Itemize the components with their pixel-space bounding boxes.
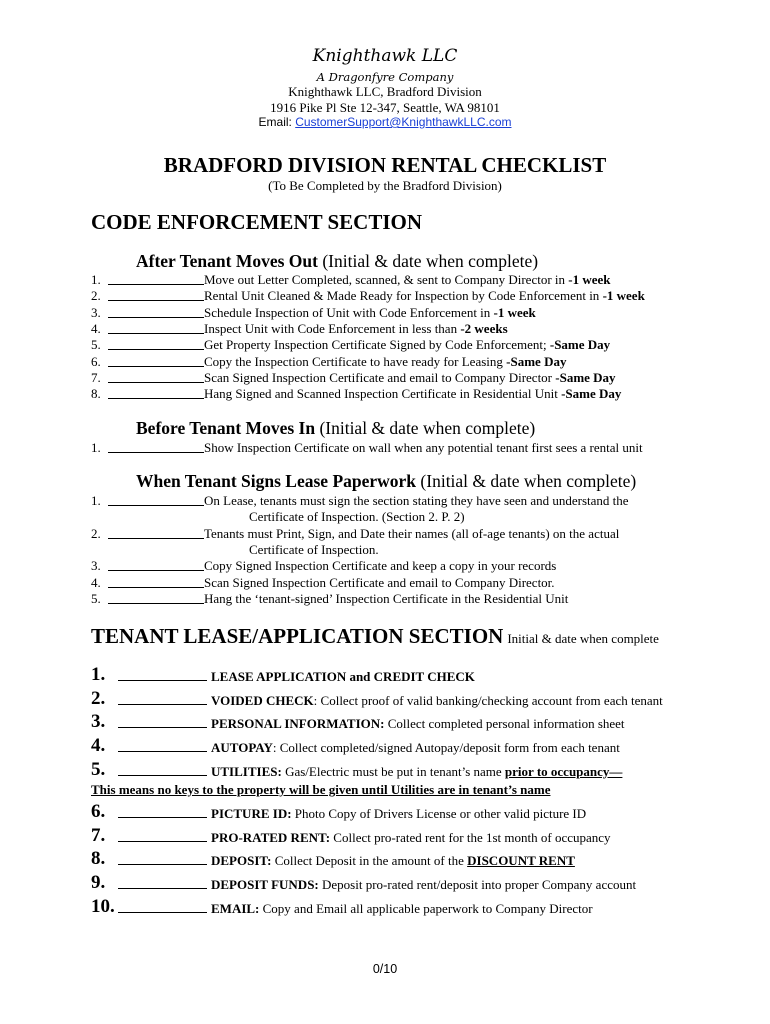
page-subtitle: (To Be Completed by the Bradford Division) <box>268 178 502 193</box>
division-line: Knighthawk LLC, Bradford Division <box>288 84 482 99</box>
item-number: 5. <box>91 337 101 353</box>
moves-in-heading-bold: Before Tenant Moves In <box>136 418 316 438</box>
initial-date-blank[interactable] <box>108 591 204 604</box>
item-number: 2. <box>91 288 101 304</box>
tenant-item-text <box>211 901 593 917</box>
item-text <box>204 526 619 542</box>
tenant-item-text <box>211 877 636 893</box>
item-deadline: -1 week <box>602 288 645 304</box>
item-description: On Lease, tenants must sign the section stating they have seen and understand the <box>204 493 629 508</box>
item-text <box>204 493 629 509</box>
initial-date-blank[interactable] <box>118 688 207 705</box>
item-text <box>204 386 621 402</box>
company-script-name: Knighthawk LLC <box>312 46 458 66</box>
tenant-item-label: PERSONAL INFORMATION: <box>211 716 385 731</box>
tenant-item-label: UTILITIES: <box>211 764 282 779</box>
tenant-item-description: : Collect completed/signed Autopay/deposit form from each tenant <box>272 740 620 755</box>
moves-in-heading-rest: (Initial & date when complete) <box>315 418 536 438</box>
tenant-item-number: 9. <box>91 872 106 893</box>
item-description: Tenants must Print, Sign, and Date their names (all of-age tenants) on the actual <box>204 525 620 541</box>
item-description: Hang the ‘tenant-signed’ Inspection Certificate in the Residential Unit <box>204 590 569 606</box>
tenant-item-text <box>211 830 611 846</box>
tenant-item-text <box>211 669 475 685</box>
item-number: 2. <box>91 525 101 541</box>
moves-out-heading-bold: After Tenant Moves Out <box>136 251 318 271</box>
tenant-item-description: Photo Copy of Drivers License or other valid picture ID <box>291 806 587 821</box>
tenant-item-description: Collect pro-rated rent for the 1st month of occupancy <box>330 830 611 845</box>
item-deadline: -Same Day <box>506 353 567 369</box>
tenant-item-text <box>211 853 575 869</box>
tenant-item-description: Collect completed personal information sheet <box>384 716 625 731</box>
tenant-item-emphasis: prior to occupancy— <box>504 764 623 779</box>
tenant-item-label: LEASE APPLICATION and CREDIT CHECK <box>211 669 475 684</box>
tenant-item-description: : Collect proof of valid banking/checking account from each tenant <box>313 693 663 708</box>
item-description: Rental Unit Cleaned & Made Ready for Inspection by Code Enforcement in <box>204 288 603 304</box>
initial-date-blank[interactable] <box>108 493 204 506</box>
item-deadline: -Same Day <box>549 337 611 353</box>
moves-out-heading-rest: (Initial & date when complete) <box>317 251 539 271</box>
item-description: Inspect Unit with Code Enforcement in less than <box>204 320 461 336</box>
tenant-item-description: Gas/Electric must be put in tenant’s name <box>281 764 505 779</box>
item-number: 6. <box>91 353 101 369</box>
item-description: Schedule Inspection of Unit with Code Enforcement in <box>204 304 494 320</box>
item-text <box>204 337 610 353</box>
initial-date-blank[interactable] <box>108 354 204 367</box>
initial-date-blank[interactable] <box>108 272 204 285</box>
item-text <box>204 354 566 370</box>
moves-out-heading <box>136 251 538 272</box>
item-deadline: -1 week <box>493 304 536 320</box>
tenant-item-text <box>211 806 586 822</box>
item-number: 3. <box>91 304 101 320</box>
initial-date-blank[interactable] <box>118 848 207 865</box>
tenant-item-number: 8. <box>91 848 106 869</box>
keys-warning: This means no keys to the property will be given until Utilities are in tenant’s name <box>91 782 551 797</box>
item-number: 7. <box>91 369 101 385</box>
item-deadline: -Same Day <box>561 386 622 402</box>
page-number: 0/10 <box>372 962 398 976</box>
item-text <box>204 370 616 386</box>
moves-in-heading <box>136 418 535 439</box>
code-enforcement-heading: CODE ENFORCEMENT SECTION <box>91 210 422 234</box>
item-description: Show Inspection Certificate on wall when any potential tenant first sees a rental unit <box>204 440 643 455</box>
initial-date-blank[interactable] <box>118 664 207 681</box>
initial-date-blank[interactable] <box>108 337 204 350</box>
item-description: Hang Signed and Scanned Inspection Certificate in Residential Unit <box>204 386 562 402</box>
tenant-item-label: PICTURE ID: <box>211 806 292 821</box>
initial-date-blank[interactable] <box>108 575 204 588</box>
initial-date-blank[interactable] <box>108 370 204 383</box>
item-text <box>204 575 555 591</box>
item-text <box>204 272 611 288</box>
item-text <box>204 591 568 607</box>
address-line: 1916 Pike Pl Ste 12-347, Seattle, WA 98101 <box>270 100 500 115</box>
initial-date-blank[interactable] <box>108 288 204 301</box>
tenant-item-label: VOIDED CHECK <box>211 693 314 708</box>
item-deadline: -2 weeks <box>460 320 508 336</box>
tenant-section-note: Initial & date when complete <box>507 631 659 646</box>
item-number: 4. <box>91 320 101 336</box>
tenant-section-heading-row <box>91 624 659 649</box>
item-number: 1. <box>91 272 101 287</box>
tenant-item-number: 7. <box>91 825 106 846</box>
item-number: 1. <box>91 440 101 455</box>
item-description: Copy Signed Inspection Certificate and keep a copy in your records <box>204 558 557 574</box>
tenant-item-number: 10. <box>91 896 115 917</box>
tenant-item-number: 2. <box>91 688 106 709</box>
item-continuation: Certificate of Inspection. (Section 2. P. 2) <box>249 509 465 525</box>
initial-date-blank[interactable] <box>118 825 207 842</box>
initial-date-blank[interactable] <box>118 759 207 776</box>
initial-date-blank[interactable] <box>108 305 204 318</box>
item-description: Scan Signed Inspection Certificate and email to Company Director. <box>204 574 555 590</box>
initial-date-blank[interactable] <box>108 526 204 539</box>
tenant-item-text <box>211 764 622 780</box>
email-label: Email: <box>258 115 292 129</box>
initial-date-blank[interactable] <box>108 440 204 453</box>
company-tagline: A Dragonfyre Company <box>316 70 454 84</box>
item-description: Move out Letter Completed, scanned, & sent to Company Director in <box>204 272 569 287</box>
initial-date-blank[interactable] <box>118 711 207 728</box>
tenant-item-emphasis: DISCOUNT RENT <box>467 853 575 868</box>
page-title: BRADFORD DIVISION RENTAL CHECKLIST <box>163 153 607 177</box>
tenant-item-description: Collect Deposit in the amount of the <box>271 853 468 868</box>
tenant-item-description: Deposit pro-rated rent/deposit into proper Company account <box>318 877 637 892</box>
lease-heading <box>136 471 636 492</box>
initial-date-blank[interactable] <box>108 321 204 334</box>
tenant-section-heading: TENANT LEASE/APPLICATION SECTION <box>91 624 504 648</box>
email-line <box>0 115 770 129</box>
tenant-item-label: AUTOPAY <box>211 740 273 755</box>
tenant-item-number: 5. <box>91 759 106 780</box>
tenant-item-description: Copy and Email all applicable paperwork to Company Director <box>259 901 593 916</box>
item-description: Get Property Inspection Certificate Signed by Code Enforcement; <box>204 337 550 353</box>
item-deadline: -Same Day <box>555 369 616 385</box>
item-number: 3. <box>91 558 101 574</box>
initial-date-blank[interactable] <box>108 558 204 571</box>
item-number: 8. <box>91 386 101 402</box>
item-text <box>204 321 508 337</box>
tenant-item-text <box>211 716 625 732</box>
initial-date-blank[interactable] <box>118 872 207 889</box>
item-deadline: -1 week <box>568 272 611 287</box>
tenant-item-label: DEPOSIT FUNDS: <box>211 877 319 892</box>
item-continuation: Certificate of Inspection. <box>249 541 379 557</box>
lease-heading-rest: (Initial & date when complete) <box>416 471 637 491</box>
item-description: Copy the Inspection Certificate to have ready for Leasing <box>204 353 507 369</box>
tenant-item-number: 3. <box>91 711 106 732</box>
tenant-item-number: 4. <box>91 735 106 756</box>
initial-date-blank[interactable] <box>108 386 204 399</box>
item-text <box>204 305 536 321</box>
email-link[interactable]: CustomerSupport@KnighthawkLLC.com <box>295 115 512 129</box>
initial-date-blank[interactable] <box>118 896 207 913</box>
lease-heading-bold: When Tenant Signs Lease Paperwork <box>136 471 417 491</box>
tenant-item-number: 6. <box>91 801 106 822</box>
item-text <box>204 288 645 304</box>
tenant-item-label: DEPOSIT: <box>211 853 272 868</box>
tenant-item-text <box>211 740 620 756</box>
item-number: 1. <box>91 493 101 508</box>
item-description: Scan Signed Inspection Certificate and email to Company Director <box>204 369 556 385</box>
tenant-item-text <box>211 693 663 709</box>
item-text <box>204 558 556 574</box>
initial-date-blank[interactable] <box>118 735 207 752</box>
item-text <box>204 440 643 456</box>
initial-date-blank[interactable] <box>118 801 207 818</box>
item-number: 4. <box>91 574 101 590</box>
tenant-item-number: 1. <box>91 664 106 685</box>
item-number: 5. <box>91 590 101 606</box>
tenant-item-label: EMAIL: <box>211 901 260 916</box>
tenant-item-label: PRO-RATED RENT: <box>211 830 331 845</box>
